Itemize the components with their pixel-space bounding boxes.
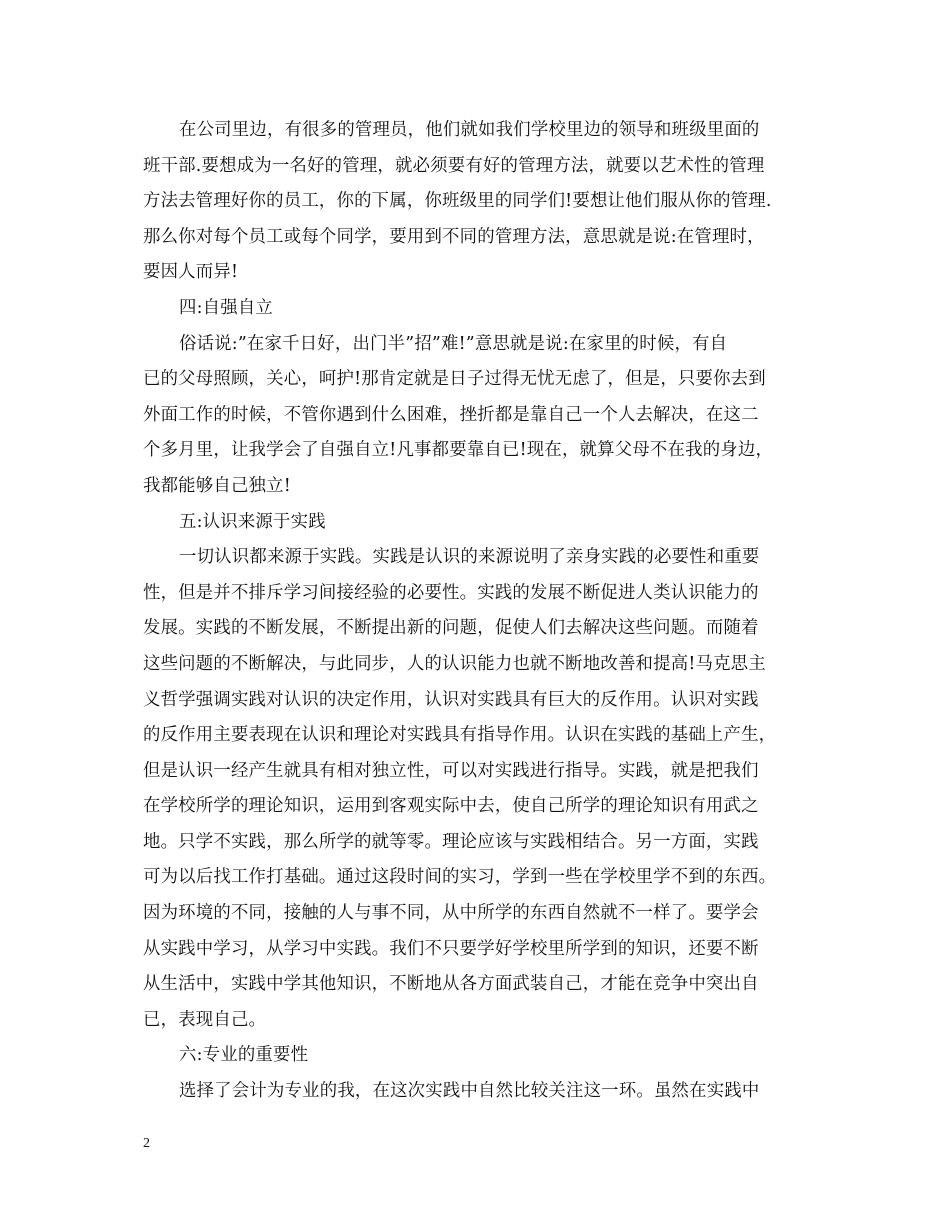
text-line: 已的父母照顾，关心，呵护!那肯定就是日子过得无忧无虑了，但是，只要你去到 [143, 369, 766, 390]
text-line: 因为环境的不同，接触的人与事不同，从中所学的东西自然就不一样了。要学会 [143, 903, 759, 924]
text-line: 性，但是并不排斥学习间接经验的必要性。实践的发展不断促进人类认识能力的 [143, 582, 759, 603]
text-line: 班干部.要想成为一名好的管理，就必须要有好的管理方法，就要以艺术性的管理 [143, 155, 765, 176]
text-line: 这些问题的不断解决，与此同步，人的认识能力也就不断地改善和提高!马克思主 [143, 653, 766, 674]
text-line: 地。只学不实践，那么所学的就等零。理论应该与实践相结合。另一方面，实践 [143, 831, 759, 852]
text-line: 方法去管理好你的员工，你的下属，你班级里的同学们!要想让他们服从你的管理. [143, 191, 772, 212]
text-line: 外面工作的时候，不管你遇到什么困难，挫折都是靠自己一个人去解决，在这二 [143, 404, 759, 425]
text-line: 要因人而异! [143, 262, 239, 283]
text-line: 已，表现自己。 [143, 1009, 267, 1030]
text-line: 一切认识都来源于实践。实践是认识的来源说明了亲身实践的必要性和重要 [179, 547, 760, 568]
text-line: 发展。实践的不断发展，不断提出新的问题，促使人们去解决这些问题。而随着 [143, 618, 759, 639]
text-line: 在公司里边，有很多的管理员，他们就如我们学校里边的领导和班级里面的 [179, 120, 760, 140]
text-line: 从生活中，实践中学其他知识，不断地从各方面武装自己，才能在竞争中突出自 [143, 974, 759, 995]
text-line: 六:专业的重要性 [179, 1045, 309, 1066]
text-line: 但是认识一经产生就具有相对独立性，可以对实践进行指导。实践，就是把我们 [143, 760, 759, 781]
text-line: 我都能够自己独立! [143, 475, 291, 496]
text-line: 义哲学强调实践对认识的决定作用，认识对实践具有巨大的反作用。认识对实践 [143, 689, 759, 710]
text-line: 可为以后找工作打基础。通过这段时间的实习，学到一些在学校里学不到的东西。 [143, 867, 777, 888]
text-line: 俗话说:”在家千日好，出门半”招”难!”意思就是说:在家里的时候，有自 [179, 333, 728, 354]
text-line: 的反作用主要表现在认识和理论对实践具有指导作用。认识在实践的基础上产生， [143, 725, 777, 746]
text-line: 选择了会计为专业的我，在这次实践中自然比较关注这一环。虽然在实践中 [179, 1081, 760, 1102]
text-line: 五:认识来源于实践 [179, 511, 326, 532]
text-line: 个多月里，让我学会了自强自立!凡事都要靠自已!现在，就算父母不在我的身边， [143, 440, 774, 461]
text-line: 从实践中学习，从学习中实践。我们不只要学好学校里所学到的知识，还要不断 [143, 938, 759, 959]
document-body [143, 113, 823, 1110]
text-line: 那么你对每个员工或每个同学，要用到不同的管理方法，意思就是说:在管理时， [143, 226, 765, 247]
text-line: 在学校所学的理论知识，运用到客观实际中去，使自己所学的理论知识有用武之 [143, 796, 759, 817]
text-line: 四:自强自立 [179, 297, 274, 318]
page-number: 2 [143, 1136, 150, 1151]
